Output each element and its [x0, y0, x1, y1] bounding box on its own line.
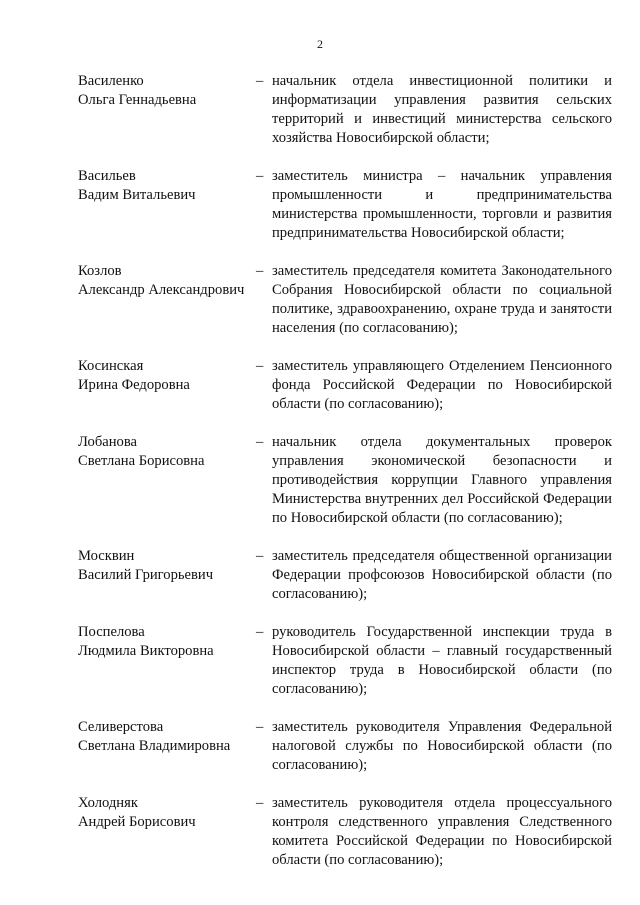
dash-separator: – [256, 358, 264, 374]
member-given-names: Ирина Федоровна [78, 377, 190, 393]
member-position: заместитель председателя общественной организации Федерации профсоюзов Новосибирской области (по согласованию); [272, 548, 612, 602]
page-number: 2 [317, 37, 323, 51]
dash-separator: – [256, 434, 264, 450]
member-entry [78, 72, 612, 148]
member-name [78, 718, 256, 756]
dash-separator: – [256, 263, 264, 279]
member-surname: Селиверстова [78, 719, 164, 735]
member-given-names: Вадим Витальевич [78, 187, 196, 203]
member-entry [78, 794, 612, 870]
member-surname: Холодняк [78, 795, 138, 811]
member-name [78, 623, 256, 661]
member-surname: Косинская [78, 358, 144, 374]
dash-separator: – [256, 168, 264, 184]
member-position: заместитель руководителя Управления Федеральной налоговой службы по Новосибирской области (по согласованию); [272, 719, 612, 773]
member-name [78, 433, 256, 471]
member-entry [78, 357, 612, 414]
member-entry [78, 167, 612, 243]
dash-separator: – [256, 624, 264, 640]
dash-separator: – [256, 548, 264, 564]
member-position: начальник отдела инвестиционной политики и информатизации управления развития сельских территорий и инвестиций министерства сельского хозяйства Новосибирской области; [272, 73, 612, 146]
member-surname: Василенко [78, 73, 144, 89]
member-name [78, 794, 256, 832]
member-name [78, 547, 256, 585]
member-entry [78, 433, 612, 528]
member-given-names: Андрей Борисович [78, 814, 196, 830]
member-entry [78, 547, 612, 604]
member-surname: Лобанова [78, 434, 138, 450]
member-given-names: Светлана Борисовна [78, 453, 205, 469]
member-surname: Поспелова [78, 624, 145, 640]
members-list [78, 72, 612, 889]
member-name [78, 167, 256, 205]
member-position: руководитель Государственной инспекции труда в Новосибирской области – главный государственный инспектор труда в Новосибирской области (по согласованию); [272, 624, 612, 697]
member-given-names: Ольга Геннадьевна [78, 92, 197, 108]
member-surname: Козлов [78, 263, 122, 279]
member-position: заместитель председателя комитета Законодательного Собрания Новосибирской области по социальной политике, здравоохранению, охране труда и занятости населения (по согласованию); [272, 263, 612, 336]
member-position: заместитель управляющего Отделением Пенсионного фонда Российской Федерации по Новосибирской области (по согласованию); [272, 358, 612, 412]
member-given-names: Светлана Владимировна [78, 738, 231, 754]
member-surname: Москвин [78, 548, 135, 564]
member-given-names: Людмила Викторовна [78, 643, 214, 659]
member-entry [78, 623, 612, 699]
member-entry [78, 718, 612, 775]
dash-separator: – [256, 795, 264, 811]
dash-separator: – [256, 73, 264, 89]
member-given-names: Александр Александрович [78, 282, 245, 298]
member-position: начальник отдела документальных проверок управления экономической безопасности и противодействия коррупции Главного управления Министерства внутренних дел Российской Федерации по Новосибирской области (по согласованию); [272, 434, 612, 526]
member-name [78, 72, 256, 110]
member-name [78, 357, 256, 395]
member-position: заместитель руководителя отдела процессуального контроля следственного управления Следственного комитета Российской Федерации по Новосибирской области (по согласованию); [272, 795, 612, 868]
member-name [78, 262, 256, 300]
member-given-names: Василий Григорьевич [78, 567, 214, 583]
member-position: заместитель министра – начальник управления промышленности и предпринимательства министерства промышленности, торговли и развития предпринимательства Новосибирской области; [272, 168, 612, 241]
member-surname: Васильев [78, 168, 136, 184]
member-entry [78, 262, 612, 338]
dash-separator: – [256, 719, 264, 735]
